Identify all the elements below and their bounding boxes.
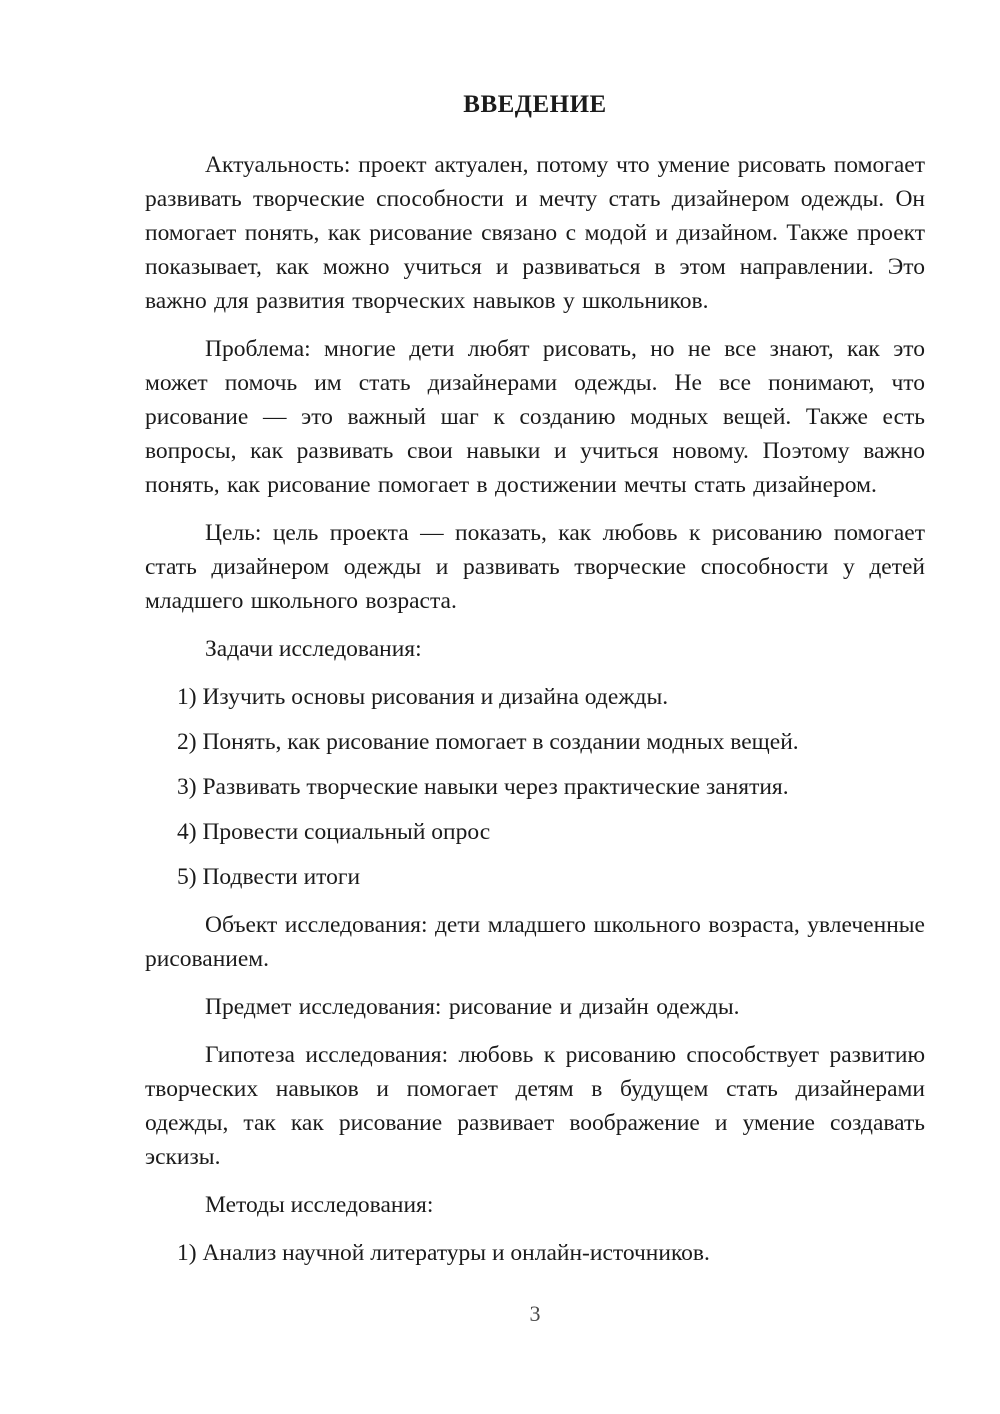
tasks-heading: Задачи исследования: <box>205 636 422 662</box>
paragraph-problem: Проблема: многие дети любят рисовать, но не все знают, как это может помочь им стать дизайнерами одежды. Не все понимают, что рисование — это важный шаг к созданию модных вещей. Также есть вопросы, как развивать свои навыки и учиться новому. Поэтому важно понять, как рисование помогает в достижении мечты стать дизайнером. <box>145 336 925 498</box>
tasks-list <box>145 680 925 894</box>
page-number: 3 <box>529 1301 541 1326</box>
task-item-1: 1) Изучить основы рисования и дизайна одежды. <box>177 684 669 710</box>
methods-list <box>145 1236 925 1270</box>
paragraph-hypothesis: Гипотеза исследования: любовь к рисованию способствует развитию творческих навыков и помогает детям в будущем стать дизайнерами одежды, так как рисование развивает воображение и умение создавать эскизы. <box>145 1042 925 1170</box>
paragraph-subject: Предмет исследования: рисование и дизайн одежды. <box>205 994 740 1020</box>
task-item-2: 2) Понять, как рисование помогает в создании модных вещей. <box>177 729 799 755</box>
task-item-4: 4) Провести социальный опрос <box>177 819 491 845</box>
methods-heading: Методы исследования: <box>205 1192 434 1218</box>
paragraph-relevance: Актуальность: проект актуален, потому что умение рисовать помогает развивать творческие способности и мечту стать дизайнером одежды. Он помогает понять, как рисование связано с модой и дизайном. Также проект показывает, как можно учиться и развиваться в этом направлении. Это важно для развития творческих навыков у школьников. <box>145 152 925 314</box>
page-title: ВВЕДЕНИЕ <box>463 91 607 118</box>
method-item-1: 1) Анализ научной литературы и онлайн-источников. <box>177 1240 710 1266</box>
paragraph-object: Объект исследования: дети младшего школьного возраста, увлеченные рисованием. <box>145 912 925 972</box>
paragraph-goal: Цель: цель проекта — показать, как любовь к рисованию помогает стать дизайнером одежды и развивать творческие способности у детей младшего школьного возраста. <box>145 520 925 614</box>
task-item-5: 5) Подвести итоги <box>177 864 361 890</box>
task-item-3: 3) Развивать творческие навыки через практические занятия. <box>177 774 789 800</box>
